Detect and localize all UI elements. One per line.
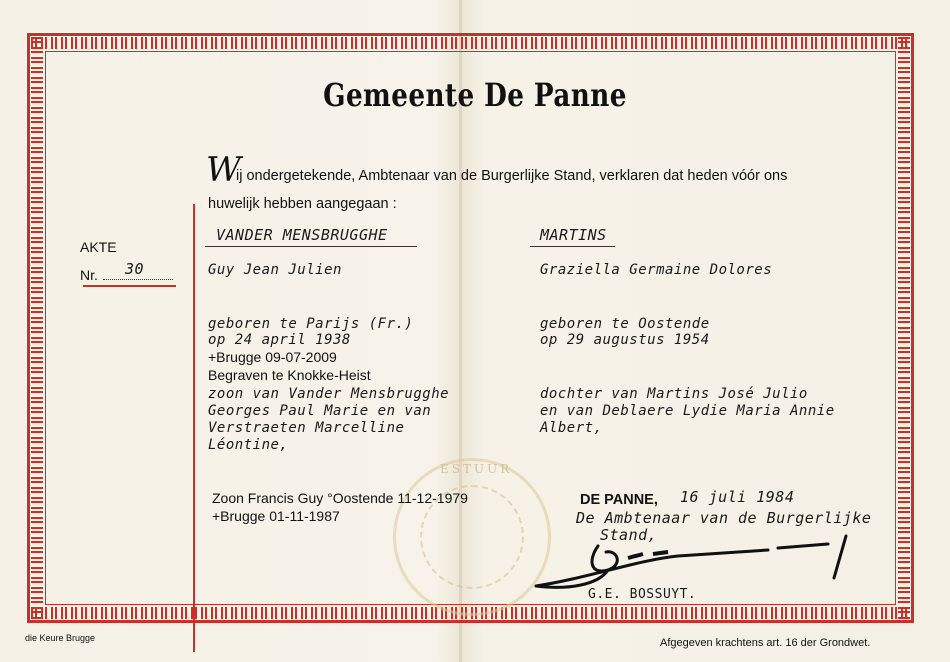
groom-surname: VANDER MENSBRUGGHE	[216, 226, 388, 244]
bride-parents-2: en van Deblaere Lydie Maria Annie	[540, 403, 835, 419]
bride-born-place: geboren te Oostende	[540, 316, 710, 332]
issue-date: 16 juli 1984	[680, 488, 795, 506]
child-note-line-1: Zoon Francis Guy °Oostende 11-12-1979	[212, 490, 468, 506]
red-vertical-rule	[193, 204, 195, 652]
bride-given-names: Graziella Germaine Dolores	[540, 262, 773, 278]
border-pattern-top	[31, 37, 910, 49]
groom-parents-1: zoon van Vander Mensbrugghe	[208, 386, 450, 402]
bride-surname: MARTINS	[540, 226, 607, 244]
akte-nr-value: 30	[125, 260, 145, 278]
bride-born-date: op 29 augustus 1954	[540, 332, 710, 348]
bride-surname-underline	[530, 246, 615, 247]
groom-born-date: op 24 april 1938	[208, 332, 351, 348]
border-pattern-right	[898, 37, 910, 619]
border-pattern-left	[31, 37, 43, 619]
akte-nr-dotted-line	[103, 279, 173, 280]
groom-death: +Brugge 09-07-2009	[208, 349, 337, 365]
legal-footer: Afgegeven krachtens art. 16 der Grondwet.	[660, 637, 871, 649]
groom-parents-2: Georges Paul Marie en van	[208, 403, 432, 419]
akte-red-underline	[83, 285, 176, 287]
intro-line-2: huwelijk hebben aangegaan :	[208, 196, 397, 212]
groom-parents-3: Verstraeten Marcelline	[208, 420, 405, 436]
groom-parents-4: Léontine,	[208, 437, 289, 453]
groom-surname-underline	[205, 246, 417, 247]
seal-text: ESTUUR	[440, 462, 513, 476]
child-note-line-2: +Brugge 01-11-1987	[212, 508, 340, 524]
akte-label: AKTE	[80, 239, 117, 255]
groom-born-place: geboren te Parijs (Fr.)	[208, 316, 414, 332]
place-label: DE PANNE,	[580, 492, 658, 508]
akte-nr-label: Nr.	[80, 267, 98, 283]
bride-parents-3: Albert,	[540, 420, 603, 436]
official-name: G.E. BOSSUYT.	[588, 587, 697, 602]
printer-credit: die Keure Brugge	[25, 633, 96, 643]
official-title-2: Stand,	[600, 526, 658, 544]
intro-line-1: ij ondergetekende, Ambtenaar van de Burgerlijke Stand, verklaren dat heden vóór ons	[236, 168, 788, 184]
groom-burial: Begraven te Knokke-Heist	[208, 367, 371, 383]
bride-parents-1: dochter van Martins José Julio	[540, 386, 808, 402]
official-title-1: De Ambtenaar van de Burgerlijke	[576, 509, 872, 527]
certificate-title: Gemeente De Panne	[323, 76, 627, 114]
groom-given-names: Guy Jean Julien	[208, 262, 342, 278]
intro-initial: W	[206, 150, 241, 190]
